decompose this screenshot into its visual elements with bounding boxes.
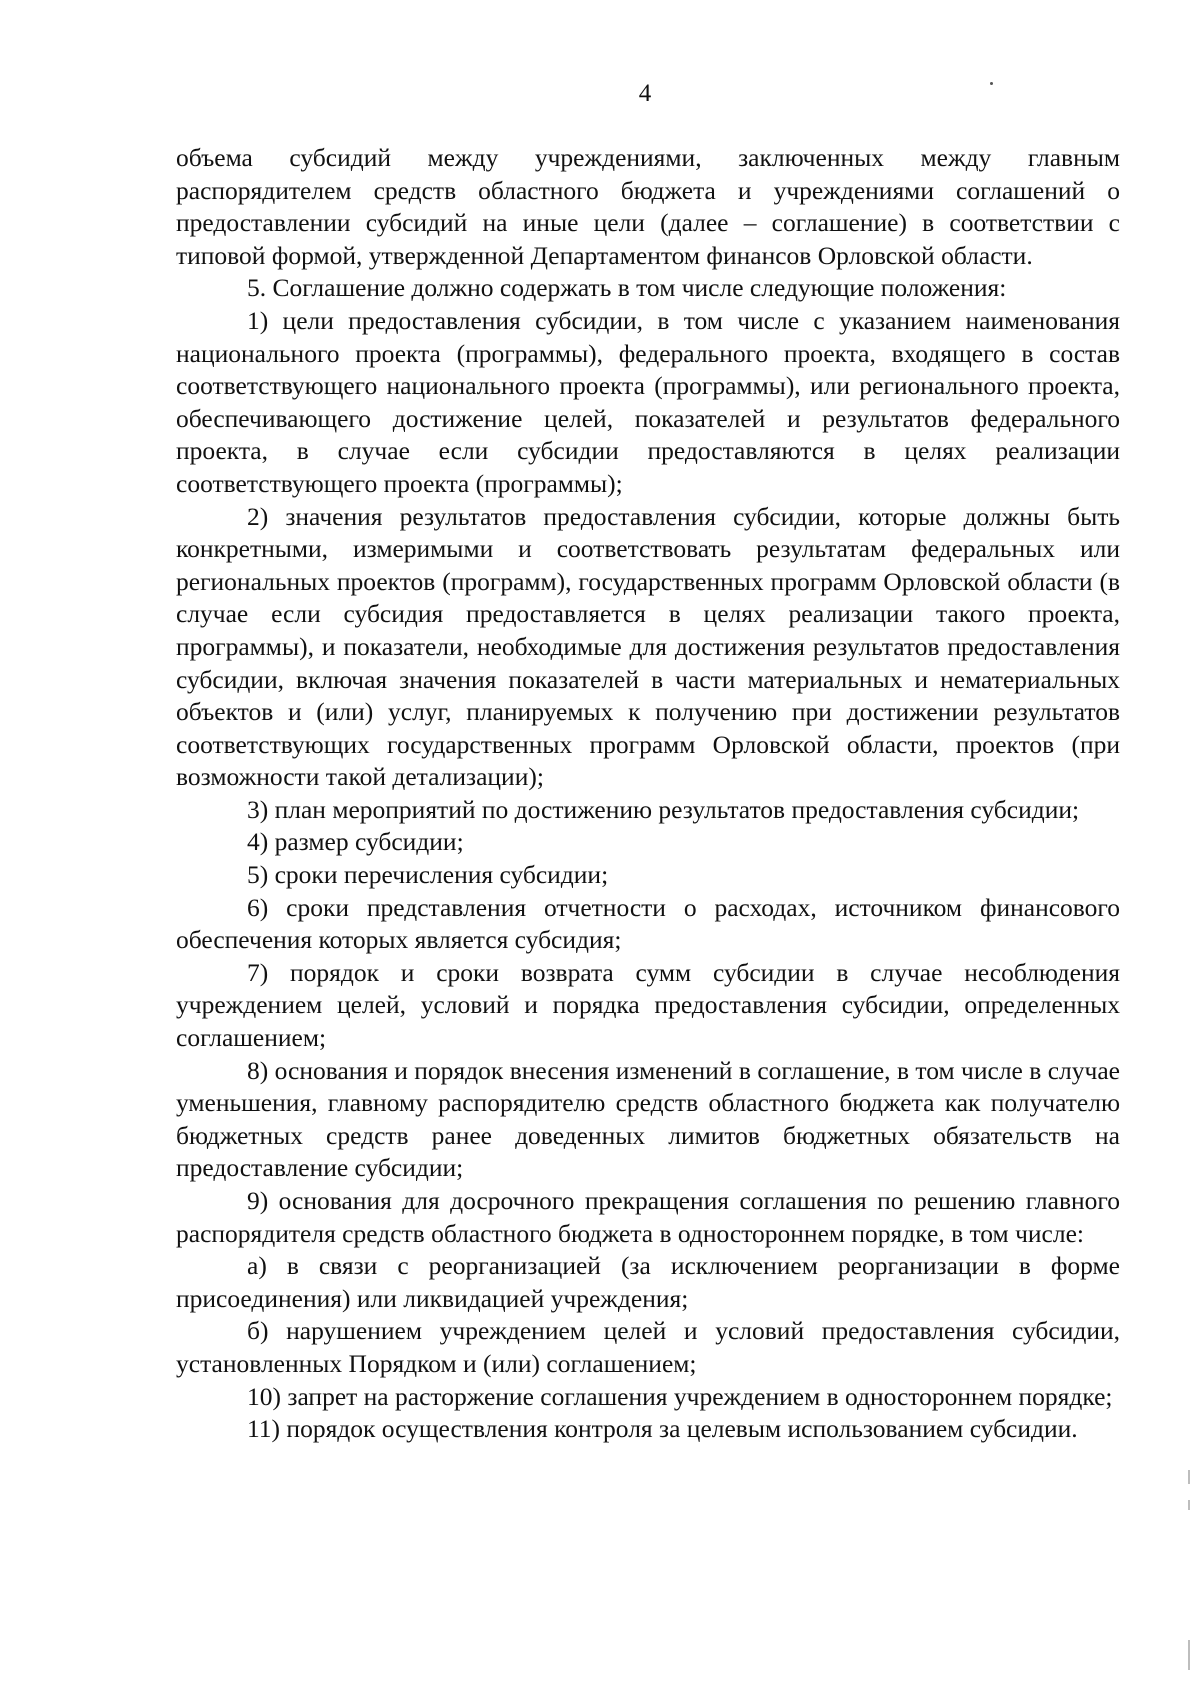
paragraph-item-5: 5. Соглашение должно содержать в том числе следующие положения: (247, 273, 1007, 303)
paragraph-subitem-9b: б) нарушением учреждением целей и условий предоставления субсидии, установленных Порядком и (или) соглашением; (176, 1316, 1120, 1378)
paragraph-subitem-9a: а) в связи с реорганизацией (за исключением реорганизации в форме присоединения) или ликвидацией учреждения; (176, 1251, 1120, 1313)
paragraph-subitem-9: 9) основания для досрочного прекращения соглашения по решению главного распорядителя средств областного бюджета в одностороннем порядке, в том числе: (176, 1186, 1120, 1248)
paragraph-continuation: объема субсидий между учреждениями, заключенных между главным распорядителем средств областного бюджета и учреждениями соглашений о предоставлении субсидий на иные цели (далее – соглашение) в соответствии с типовой формой, утвержденной Департаментом финансов Орловской области. (176, 143, 1120, 270)
paragraph-subitem-8: 8) основания и порядок внесения изменений в соглашение, в том числе в случае уменьшения, главному распорядителю средств областного бюджета как получателю бюджетных средств ранее доведенных лимитов бюджетных обязательств на предоставление субсидии; (176, 1055, 1120, 1183)
paragraph-subitem-2: 2) значения результатов предоставления субсидии, которые должны быть конкретными, измеримыми и соответствовать результатам федеральных или региональных проектов (программ), государственных программ Орловской области (в случае если субсидия предоставляется в целях реализации такого проекта, программы), и показатели, необходимые для достижения результатов предоставления субсидии, включая значения показателей в части материальных и нематериальных объектов и (или) услуг, планируемых к получению при достижении результатов соответствующих государственных программ Орловской области, проектов (при возможности такой детализации); (176, 501, 1120, 792)
paragraph-subitem-1: 1) цели предоставления субсидии, в том числе с указанием наименования национального проекта (программы), федерального проекта, входящего в состав соответствующего национального проекта (программы), или регионального проекта, обеспечивающего достижение целей, показателей и результатов федерального проекта, в случае если субсидии предоставляются в целях реализации соответствующего проекта (программы); (176, 305, 1120, 498)
paragraph-subitem-11: 11) порядок осуществления контроля за целевым использованием субсидии. (247, 1414, 1078, 1444)
document-body (176, 142, 1120, 1446)
scan-speck (990, 82, 993, 85)
paragraph-subitem-3: 3) план мероприятий по достижению результатов предоставления субсидии; (247, 794, 1080, 824)
paragraph-subitem-5: 5) сроки перечисления субсидии; (247, 860, 609, 890)
paragraph-subitem-6: 6) сроки представления отчетности о расходах, источником финансового обеспечения которых является субсидия; (176, 892, 1120, 955)
page-number: 4 (638, 80, 652, 107)
paragraph-subitem-4: 4) размер субсидии; (247, 827, 464, 857)
paragraph-subitem-10: 10) запрет на расторжение соглашения учреждением в одностороннем порядке; (247, 1381, 1113, 1411)
paragraph-subitem-7: 7) порядок и сроки возврата сумм субсидии в случае несоблюдения учреждением целей, условий и порядка предоставления субсидии, определенных соглашением; (176, 957, 1120, 1053)
scan-edge-mark (1188, 1500, 1190, 1510)
scan-edge-mark (1188, 1470, 1190, 1484)
scan-edge-mark (1188, 1640, 1190, 1670)
